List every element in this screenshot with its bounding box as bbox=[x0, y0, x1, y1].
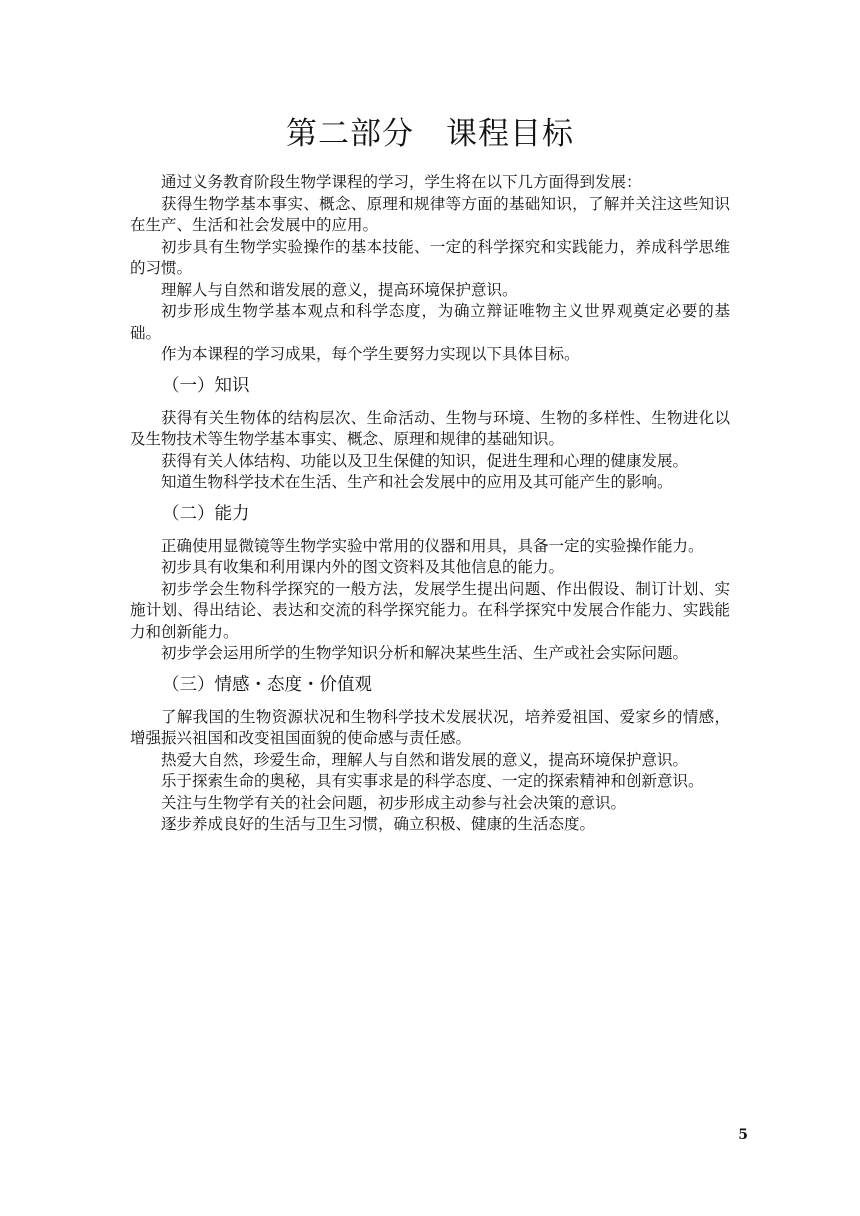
document-body bbox=[130, 172, 730, 836]
section-heading-knowledge: （一）知识 bbox=[162, 375, 250, 396]
values-paragraph: 关注与生物学有关的社会问题，初步形成主动参与社会决策的意识。 bbox=[161, 793, 627, 812]
values-paragraph: 乐于探索生命的奥秘，具有实事求是的科学态度、一定的探索精神和创新意识。 bbox=[161, 772, 704, 790]
ability-paragraph: 初步学会运用所学的生物学知识分析和解决某些生活、生产或社会实际问题。 bbox=[161, 644, 689, 662]
ability-paragraph: 正确使用显微镜等生物学实验中常用的仪器和用具，具备一定的实验操作能力。 bbox=[161, 536, 704, 555]
intro-paragraph: 作为本课程的学习成果，每个学生要努力实现以下具体目标。 bbox=[161, 345, 580, 363]
intro-paragraph: 通过义务教育阶段生物学课程的学习，学生将在以下几方面得到发展： bbox=[161, 173, 642, 191]
ability-paragraph: 初步具有收集和利用课内外的图文资料及其他信息的能力。 bbox=[161, 558, 565, 576]
values-paragraph: 了解我国的生物资源状况和生物科学技术发展状况，培养爱祖国、爱家乡的情感，增强振兴祖国和改变祖国面貌的使命感与责任感。 bbox=[130, 707, 730, 747]
values-paragraph: 逐步养成良好的生活与卫生习惯，确立积极、健康的生活态度。 bbox=[161, 815, 596, 833]
section-heading-ability: （二）能力 bbox=[162, 503, 250, 524]
page-number: 5 bbox=[738, 1127, 748, 1143]
knowledge-paragraph: 获得有关生物体的结构层次、生命活动、生物与环境、生物的多样性、生物进化以及生物技术等生物学基本事实、概念、原理和规律的基础知识。 bbox=[130, 408, 730, 448]
section-heading-values: （三）情感・态度・价值观 bbox=[162, 674, 372, 695]
intro-paragraph: 获得生物学基本事实、概念、原理和规律等方面的基础知识，了解并关注这些知识在生产、生活和社会发展中的应用。 bbox=[130, 194, 730, 234]
values-paragraph: 热爱大自然，珍爱生命，理解人与自然和谐发展的意义，提高环境保护意识。 bbox=[161, 750, 689, 769]
intro-paragraph: 理解人与自然和谐发展的意义，提高环境保护意识。 bbox=[161, 280, 518, 299]
intro-paragraph: 初步形成生物学基本观点和科学态度，为确立辩证唯物主义世界观奠定必要的基础。 bbox=[130, 302, 730, 342]
knowledge-paragraph: 获得有关人体结构、功能以及卫生保健的知识，促进生理和心理的健康发展。 bbox=[161, 451, 689, 470]
ability-paragraph: 初步学会生物科学探究的一般方法，发展学生提出问题、作出假设、制订计划、实施计划、得出结论、表达和交流的科学探究能力。在科学探究中发展合作能力、实践能力和创新能力。 bbox=[130, 579, 730, 641]
intro-paragraph: 初步具有生物学实验操作的基本技能、一定的科学探究和实践能力，养成科学思维的习惯。 bbox=[130, 237, 730, 277]
knowledge-paragraph: 知道生物科学技术在生活、生产和社会发展中的应用及其可能产生的影响。 bbox=[161, 473, 673, 491]
page-title: 第二部分 课程目标 bbox=[286, 116, 574, 152]
